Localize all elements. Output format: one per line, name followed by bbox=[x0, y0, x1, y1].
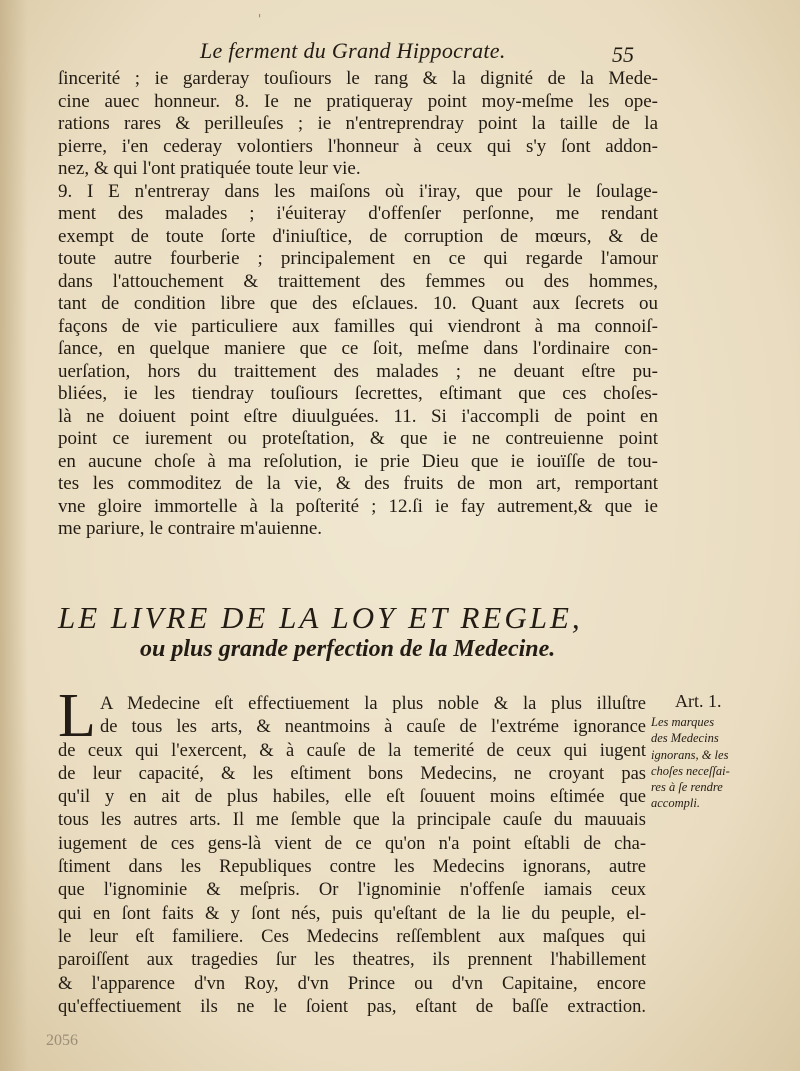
margin-note-line: Les marques bbox=[651, 715, 715, 729]
margin-note-line: ignorans, & les bbox=[651, 747, 729, 762]
margin-note-line: choſes neceſſai- bbox=[651, 763, 730, 778]
text-line: point ce iurement ou proteſtation, & que ie ne contreuienne point bbox=[58, 428, 658, 449]
text-line: que l'ignominie & meſpris. Or l'ignominie n'offenſe iamais ceux bbox=[58, 880, 646, 901]
oath-text-block bbox=[58, 68, 658, 541]
text-line: bliées, ie les tiendray touſiours ſecrettes, eſtimant que ces choſes- bbox=[58, 383, 658, 404]
text-line: tous les autres arts. Il me ſemble que la principale cauſe du mauuais bbox=[58, 810, 646, 831]
text-line: rations rares & perilleuſes ; ie n'entreprendray point la taille de la bbox=[58, 113, 658, 134]
text-line: me pariure, le contraire m'auienne. bbox=[58, 518, 323, 539]
running-head: Le ferment du Grand Hippocrate. bbox=[200, 38, 506, 63]
text-line: ſincerité ; ie garderay touſiours le rang & la dignité de la Mede- bbox=[58, 68, 658, 89]
text-line: paroiſſent aux tragedies ſur les theatres, ils prennent l'habillement bbox=[58, 950, 646, 971]
article-number: Art. 1. bbox=[675, 691, 722, 711]
text-line: iugement de ces gens-là vient de ce qu'on n'a point eſtabli de cha- bbox=[58, 833, 646, 854]
text-line: de leur capacité, & les eſtiment bons Medecins, ne croyant pas bbox=[58, 763, 646, 784]
text-line: de ceux qui l'exercent, & à cauſe de la temerité de ceux qui iugent bbox=[58, 740, 646, 761]
text-line: nez, & qui l'ont pratiquée toute leur vie. bbox=[58, 158, 361, 179]
text-line: pierre, i'en cederay volontiers l'honneur à ceux qui s'y ſont addon- bbox=[58, 135, 658, 157]
signature-mark: 2056 bbox=[46, 1032, 78, 1049]
drop-cap: L bbox=[58, 682, 96, 750]
text-line: A Medecine eſt effectiuement la plus noble & la plus illuſtre bbox=[100, 694, 646, 714]
page-number: 55 bbox=[612, 42, 634, 67]
text-line: vne gloire immortelle à la poſterité ; 12.ſi ie fay autrement,& que ie bbox=[58, 495, 658, 517]
text-line: façons de vie particuliere aux familles qui viendront à ma connoiſ- bbox=[58, 315, 658, 337]
margin-note-line: res à ſe rendre bbox=[651, 780, 723, 795]
margin-mark: ' bbox=[258, 12, 262, 26]
text-line: qu'il y en ait de plus habiles, elle eſt ſouuent moins eſtimée que bbox=[58, 787, 646, 808]
section-subtitle: ou plus grande perfection de la Medecine. bbox=[140, 636, 556, 662]
text-line: tant de condition libre que des eſclaues. 10. Quant aux ſecrets ou bbox=[58, 293, 658, 314]
text-line: exempt de toute ſorte d'iniuſtice, de corruption de mœurs, & de bbox=[58, 225, 658, 247]
text-line: uerſation, hors du traittement des malades ; ne deuant eſtre pu- bbox=[58, 360, 658, 382]
text-line: en aucune choſe à ma reſolution, ie prie Dieu que ie iouïſſe de tou- bbox=[58, 450, 658, 472]
body-text-block bbox=[58, 693, 646, 1019]
margin-note-line: des Medecins bbox=[651, 731, 719, 746]
section-title: LE LIVRE DE LA LOY ET REGLE, bbox=[58, 600, 583, 635]
margin-note-line: accompli. bbox=[651, 796, 700, 811]
text-line: tes les commoditez de la vie, & des fruits de mon art, remportant bbox=[58, 473, 658, 494]
text-line: & l'apparence d'vn Roy, d'vn Prince ou d'vn Capitaine, encore bbox=[58, 973, 646, 994]
text-line: ment des malades ; i'éuiteray d'offenſer perſonne, me rendant bbox=[58, 203, 658, 224]
text-line: 9. I E n'entreray dans les maiſons où i'iray, que pour le ſoulage- bbox=[58, 180, 658, 202]
text-line: de tous les arts, & neantmoins à cauſe de l'extréme ignorance bbox=[100, 717, 646, 738]
text-line: ſtiment dans les Republiques contre les Medecins ignorans, autre bbox=[58, 857, 646, 878]
text-line: toute autre fourberie ; principalement en ce qui regarde l'amour bbox=[58, 248, 658, 269]
margin-note bbox=[651, 690, 769, 812]
text-line: le leur eſt familiere. Ces Medecins reſſemblent aux maſques qui bbox=[58, 926, 646, 947]
text-line: qu'effectiuement ils ne le ſoient pas, eſtant de baſſe extraction. bbox=[58, 996, 646, 1017]
text-line: dans l'attouchement & traittement des femmes ou des hommes, bbox=[58, 270, 658, 292]
text-line: là ne doiuent point eſtre diuulguées. 11. Si i'accompli de point en bbox=[58, 405, 658, 427]
text-line: qui en ſont faits & y ſont nés, puis qu'eſtant de la lie du peuple, el- bbox=[58, 903, 646, 924]
text-line: cine auec honneur. 8. Ie ne pratiqueray point moy-meſme les ope- bbox=[58, 90, 658, 112]
text-line: ſance, en quelque maniere que ce ſoit, meſme dans l'ordinaire con- bbox=[58, 338, 658, 359]
